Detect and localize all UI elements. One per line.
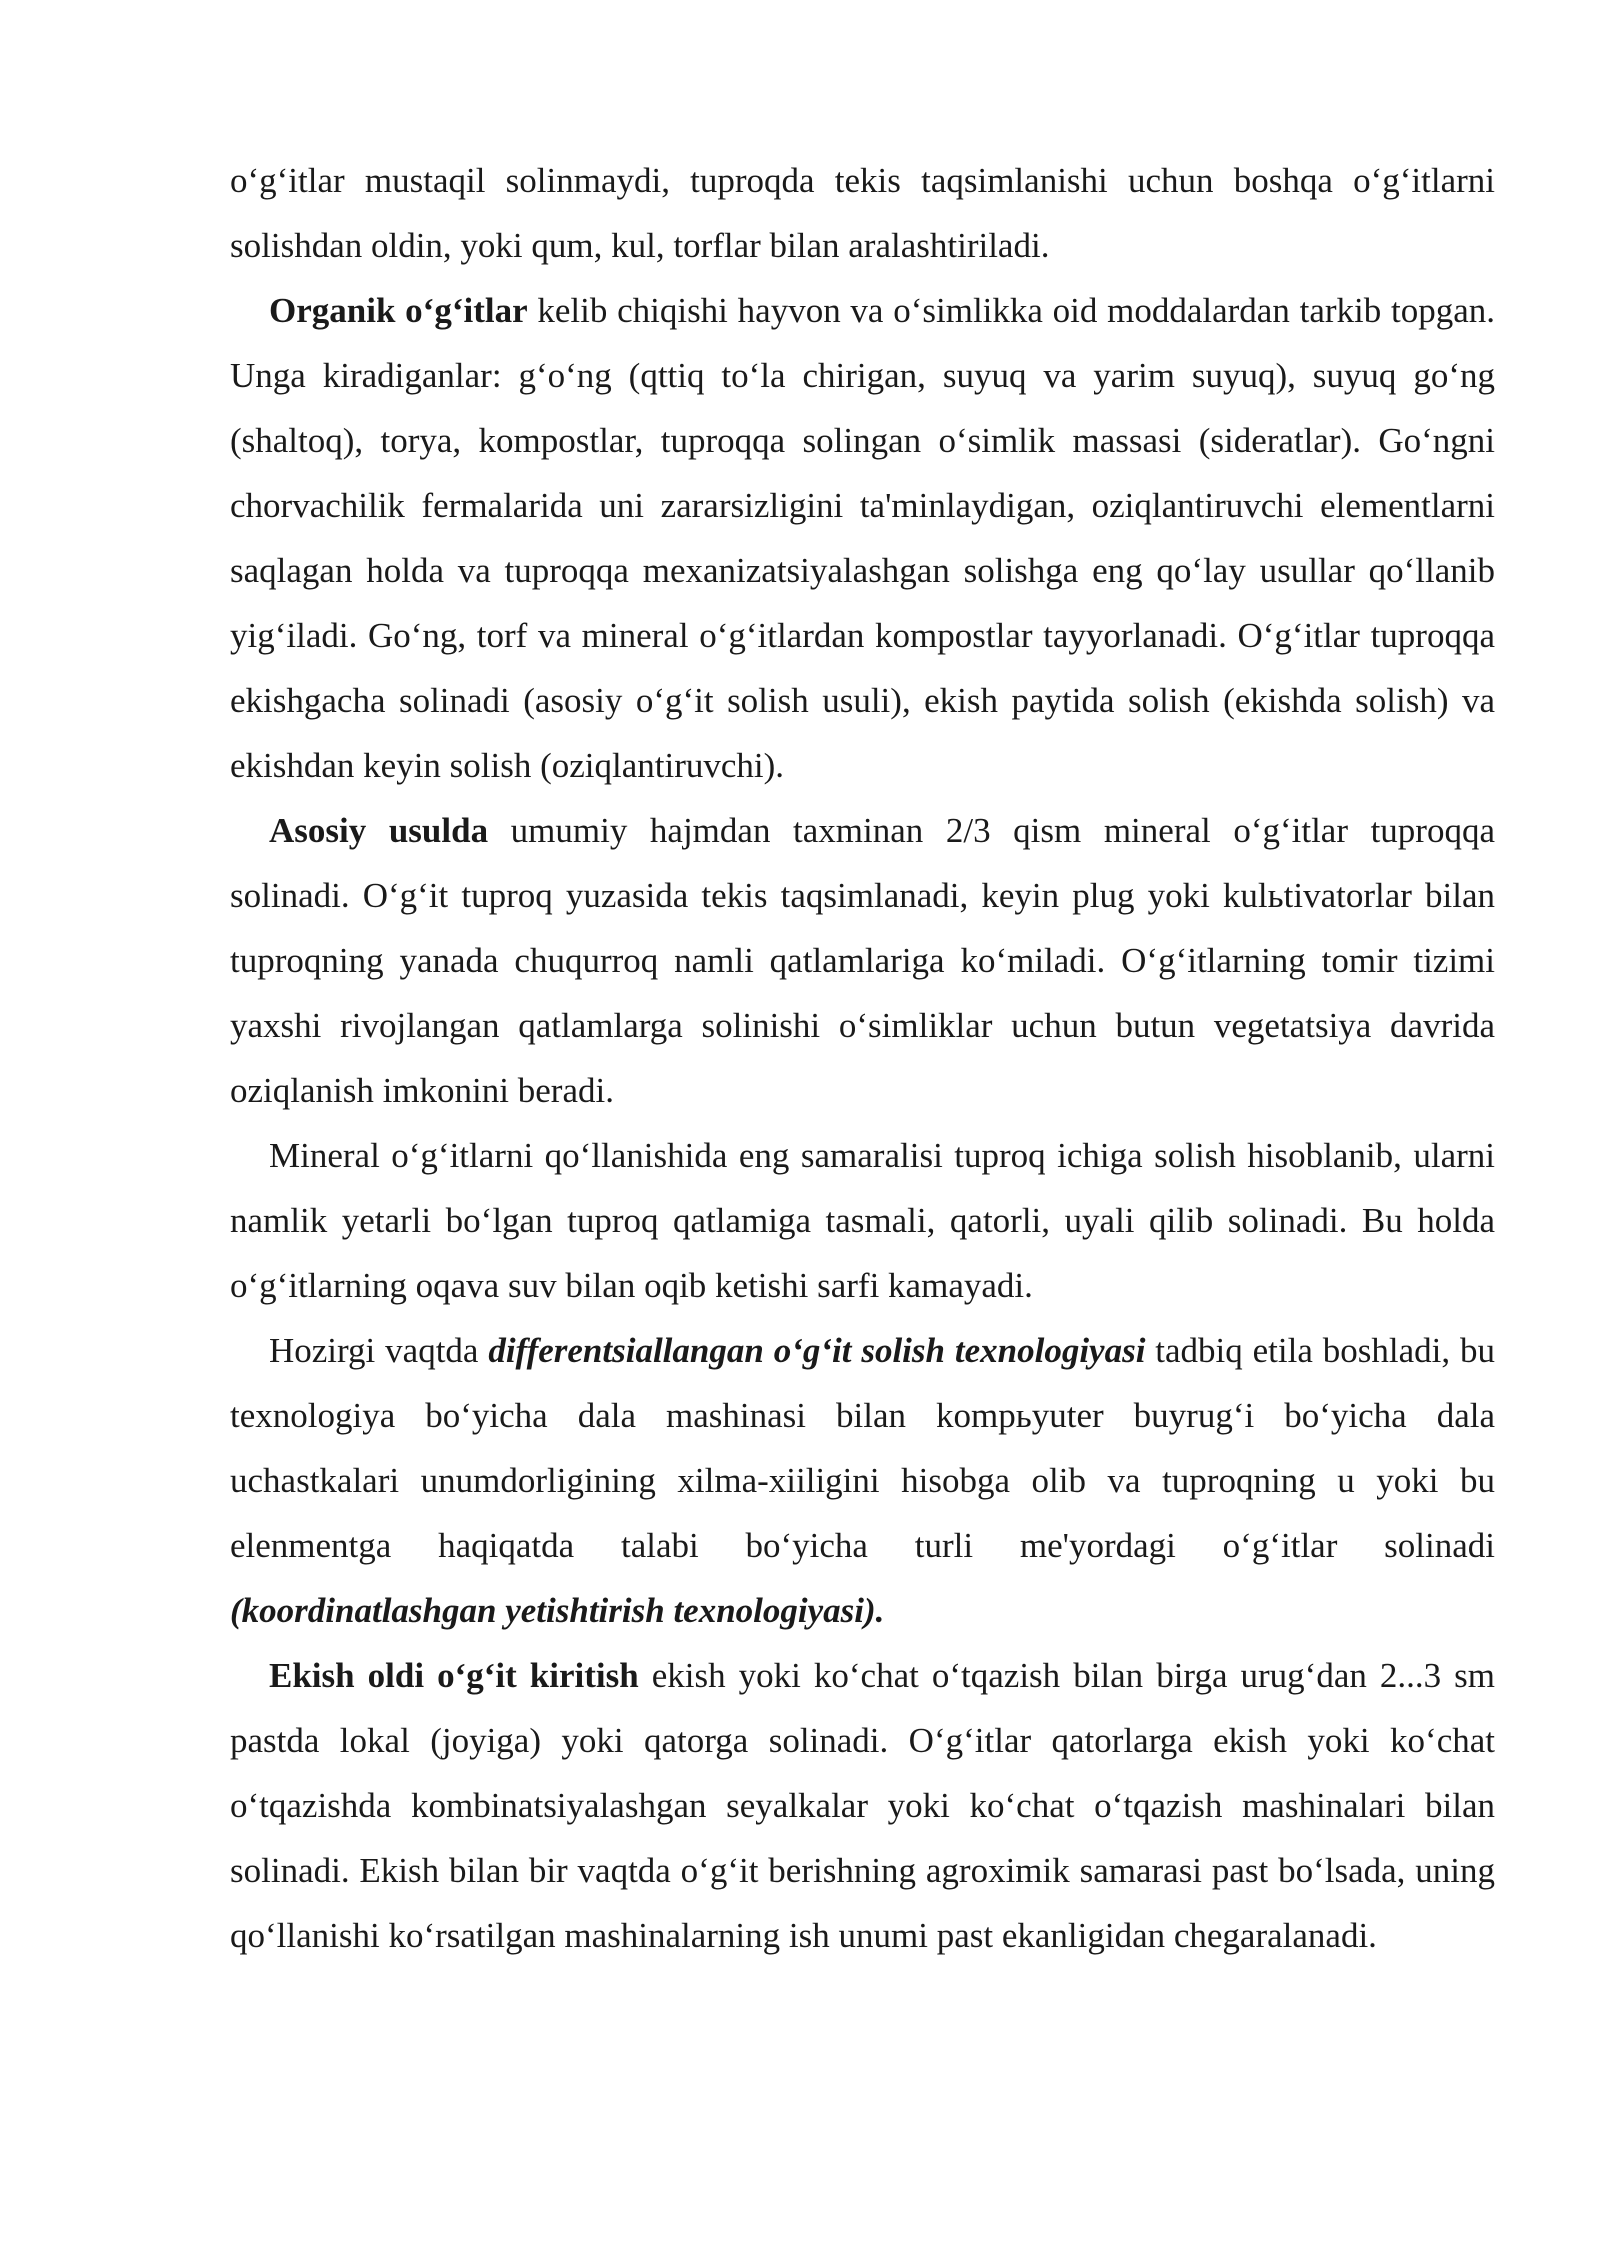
- paragraph-organic-fertilizers: [230, 278, 1495, 798]
- paragraph-text: kelib chiqishi hayvon va o‘simlikka oid moddalardan tarkib topgan. Unga kiradiganlar: g‘o‘ng (qttiq to‘la chirigan, suyuq va yarim suyuq), suyuq go‘ng (shaltoq), torya, kompostlar, tuproqqa solingan o‘simlik massasi (sideratlar). Go‘ngni chorvachilik fermalarida uni zararsizligini ta'minlaydigan, oziqlantiruvchi elementlarni saqlagan holda va tuproqqa mexanizatsiyalashgan solishga eng qo‘lay usullar qo‘llanib yig‘iladi. Go‘ng, torf va mineral o‘g‘itlardan kompostlar tayyorlanadi. O‘g‘itlar tuproqqa ekishgacha solinadi (asosiy o‘g‘it solish usuli), ekish paytida solish (ekishda solish) va ekishdan keyin solish (oziqlantiruvchi).: [230, 291, 1495, 785]
- paragraph-text: Mineral o‘g‘itlarni qo‘llanishida eng samaralisi tuproq ichiga solish hisoblanib, ularni namlik yetarli bo‘lgan tuproq qatlamiga tasmali, qatorli, uyali qilib solinadi. Bu holda o‘g‘itlarning oqava suv bilan oqib ketishi sarfi kamayadi.: [230, 1136, 1495, 1305]
- paragraph-main-method: [230, 798, 1495, 1123]
- term-presowing-application: Ekish oldi o‘g‘it kiritish: [269, 1656, 639, 1695]
- term-main-method: Asosiy usulda: [269, 811, 489, 850]
- paragraph-presowing-application: [230, 1643, 1495, 1968]
- document-page: [230, 148, 1495, 1968]
- paragraph-text: ekish yoki ko‘chat o‘tqazish bilan birga urug‘dan 2...3 sm pastda lokal (joyiga) yoki qatorga solinadi. O‘g‘itlar qatorlarga ekish yoki ko‘chat o‘tqazishda kombinatsiyalashgan seyalkalar yoki ko‘chat o‘tqazish mashinalari bilan solinadi. Ekish bilan bir vaqtda o‘g‘it berishning agroximik samarasi past bo‘lsada, uning qo‘llanishi ko‘rsatilgan mashinalarning ish unumi past ekanligidan chegaralanadi.: [230, 1656, 1495, 1955]
- paragraph-differentiated-technology: [230, 1318, 1495, 1643]
- paragraph-continuation: [230, 148, 1495, 278]
- term-coordinated-technology: (koordinatlashgan yetishtirish texnologiyasi).: [230, 1591, 885, 1630]
- paragraph-text: tadbiq etila boshladi, bu texnologiya bo‘yicha dala mashinasi bilan kompьyuter buyrug‘i bo‘yicha dala uchastkalari unumdorligining xilma-xiiligini hisobga olib va tuproqning u yoki bu elenmentga haqiqatda talabi bo‘yicha turli me'yordagi o‘g‘itlar solinadi: [230, 1331, 1495, 1565]
- paragraph-mineral-fertilizers: [230, 1123, 1495, 1318]
- paragraph-text: Hozirgi vaqtda: [269, 1331, 489, 1370]
- term-differentiated-technology: differentsiallangan o‘g‘it solish texnologiyasi: [488, 1331, 1146, 1370]
- paragraph-text: o‘g‘itlar mustaqil solinmaydi, tuproqda tekis taqsimlanishi uchun boshqa o‘g‘itlarni solishdan oldin, yoki qum, kul, torflar bilan aralashtiriladi.: [230, 161, 1495, 265]
- term-organic-fertilizers: Organik o‘g‘itlar: [269, 291, 528, 330]
- paragraph-text: umumiy hajmdan taxminan 2/3 qism mineral o‘g‘itlar tuproqqa solinadi. O‘g‘it tuproq yuzasida tekis taqsimlanadi, keyin plug yoki kulьtivatorlar bilan tuproqning yanada chuqurroq namli qatlamlariga ko‘miladi. O‘g‘itlarning tomir tizimi yaxshi rivojlangan qatlamlarga solinishi o‘simliklar uchun butun vegetatsiya davrida oziqlanish imkonini beradi.: [230, 811, 1495, 1110]
